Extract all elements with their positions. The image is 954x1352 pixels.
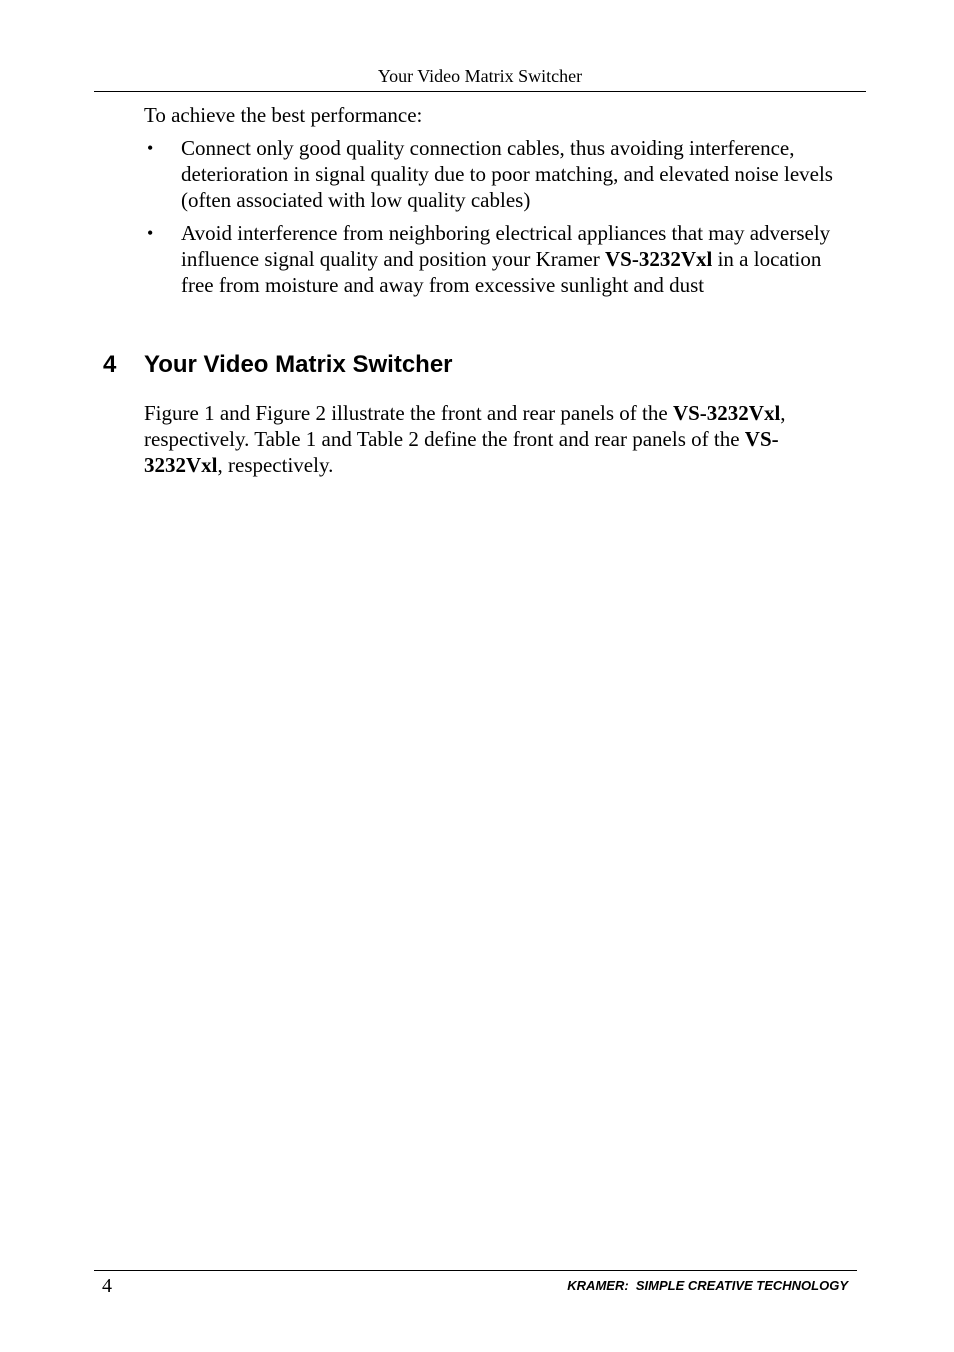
- page-number: 4: [102, 1275, 112, 1297]
- model-name: VS-3232Vxl: [604, 247, 713, 271]
- model-name: VS-3232Vxl: [144, 427, 779, 477]
- bullet-icon: •: [147, 223, 154, 243]
- section-heading: [103, 350, 453, 380]
- performance-bullet-list: [144, 135, 856, 305]
- paragraph-text: Figure 1 and Figure 2 illustrate the front and rear panels of the: [144, 401, 673, 425]
- header-divider: [94, 91, 866, 92]
- section-number: 4: [103, 351, 117, 378]
- footer-brand: KRAMER: SIMPLE CREATIVE TECHNOLOGY: [567, 1278, 848, 1293]
- bullet-text: Connect only good quality connection cables, thus avoiding interference, deterioration in signal quality due to poor matching, and elevated noise levels (often associated with low quality cables): [181, 136, 833, 212]
- running-header: Your Video Matrix Switcher: [377, 66, 583, 86]
- list-item: [144, 220, 856, 298]
- section-title: Your Video Matrix Switcher: [144, 351, 453, 378]
- bullet-text-before: Avoid interference from neighboring electrical appliances that may adversely influence signal quality and position your Kramer: [181, 221, 831, 271]
- paragraph-text: , respectively.: [217, 453, 334, 477]
- list-item: [144, 135, 856, 213]
- paragraph-text: , respectively. Table 1 and Table 2 define the front and rear panels of the: [144, 401, 786, 451]
- footer-divider: [94, 1270, 857, 1271]
- bullet-text-after: in a location free from moisture and away from excessive sunlight and dust: [181, 247, 822, 297]
- intro-text: To achieve the best performance:: [144, 103, 423, 127]
- bullet-icon: •: [147, 138, 154, 158]
- model-name: VS-3232Vxl: [672, 401, 781, 425]
- section-paragraph: [144, 400, 856, 478]
